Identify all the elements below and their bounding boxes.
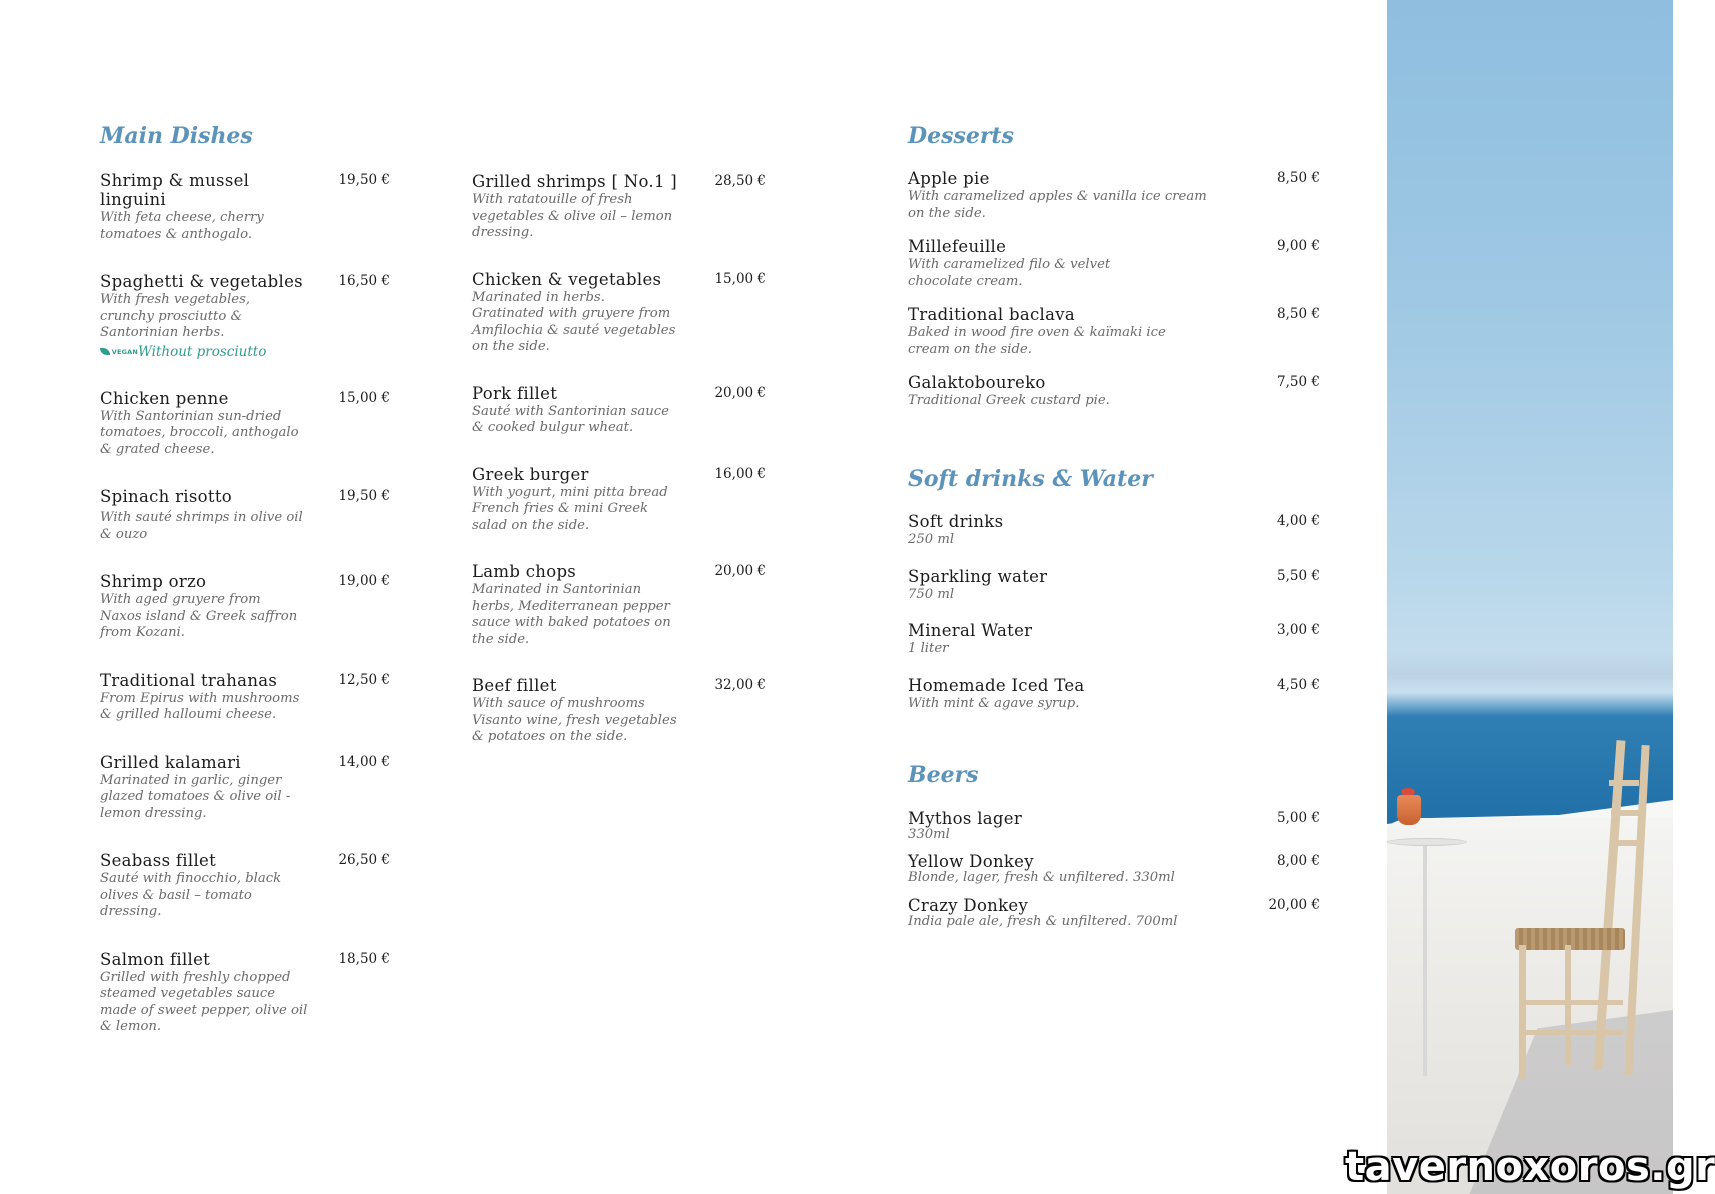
item-description: Blonde, lager, fresh & unfiltered. 330ml	[908, 870, 1175, 886]
item-price: 4,00 €	[1277, 513, 1320, 530]
menu-item	[472, 172, 766, 242]
item-description: 1 liter	[908, 641, 949, 657]
item-price: 7,50 €	[1277, 374, 1320, 391]
menu-item	[908, 852, 1320, 887]
item-name: Spinach risotto	[100, 487, 232, 507]
item-price: 15,00 €	[338, 389, 390, 406]
item-description: With fresh vegetables, crunchy prosciutto & Santorinian herbs.	[100, 292, 251, 341]
item-name: Apple pie	[908, 169, 990, 189]
item-price: 8,50 €	[1277, 170, 1320, 187]
item-price: 8,00 €	[1277, 853, 1320, 870]
item-price: 28,50 €	[714, 173, 766, 189]
site-watermark: tavernoxoros.gr	[1345, 1144, 1715, 1190]
item-description: With aged gruyere from Naxos island & Greek saffron from Kozani.	[100, 592, 298, 641]
item-price: 19,50 €	[338, 172, 390, 189]
item-name: Yellow Donkey	[908, 852, 1034, 872]
item-price: 4,50 €	[1277, 676, 1320, 693]
item-price: 20,00 €	[714, 384, 766, 401]
menu-item	[100, 487, 390, 543]
menu-item	[908, 373, 1320, 410]
item-description: With mint & agave syrup.	[908, 695, 1080, 711]
main-dishes-column-right	[472, 172, 766, 774]
beers-list	[908, 809, 1320, 931]
item-name: Spaghetti & vegetables	[100, 272, 303, 292]
item-description: India pale ale, fresh & unfiltered. 700ml	[908, 913, 1178, 929]
item-description: Marinated in herbs. Gratinated with gruyere from Amfilochia & sauté vegetables on the side.	[472, 289, 676, 354]
soft-drinks-title: Soft drinks & Water	[908, 465, 1153, 492]
menu-item	[908, 169, 1320, 222]
seaside-photo	[1387, 0, 1673, 1194]
item-price: 5,00 €	[1277, 809, 1320, 826]
menu-item	[472, 562, 766, 648]
item-name: Grilled shrimps [ No.1 ]	[472, 172, 678, 191]
item-price: 26,50 €	[338, 852, 390, 869]
item-price: 16,00 €	[714, 465, 766, 482]
menu-item	[100, 272, 390, 360]
menu-item	[100, 851, 390, 921]
item-name: Traditional trahanas	[100, 670, 278, 690]
item-price: 9,00 €	[1277, 238, 1320, 255]
menu-item	[100, 572, 390, 642]
cocktail-glass	[1397, 795, 1421, 825]
menu-item	[100, 671, 390, 724]
item-description: Sauté with finocchio, black olives & basil – tomato dressing.	[100, 871, 282, 920]
menu-item	[100, 753, 390, 823]
main-dishes-column-left	[100, 123, 390, 1065]
item-description: From Epirus with mushrooms & grilled halloumi cheese.	[100, 690, 300, 723]
item-price: 32,00 €	[714, 677, 766, 693]
item-description: Baked in wood fire oven & kaïmaki ice cream on the side.	[908, 325, 1166, 357]
item-price: 14,00 €	[338, 753, 390, 770]
menu-item	[100, 389, 390, 459]
menu-item	[908, 809, 1320, 844]
item-name: Millefeuille	[908, 237, 1007, 257]
item-price: 18,50 €	[338, 950, 390, 967]
item-description: With feta cheese, cherry tomatoes & anthogalo.	[100, 210, 264, 242]
menu-item	[908, 237, 1320, 290]
main-dishes-title: Main Dishes	[100, 123, 253, 149]
item-price: 12,50 €	[338, 671, 390, 688]
item-name: Soft drinks	[908, 512, 1004, 532]
desserts-title: Desserts	[908, 123, 1014, 149]
item-description: Grilled with freshly chopped steamed vegetables sauce made of sweet pepper, olive oil & lemon.	[100, 969, 308, 1035]
item-name: Mythos lager	[908, 808, 1023, 828]
item-name: Chicken & vegetables	[472, 269, 662, 289]
item-name: Salmon fillet	[100, 949, 211, 969]
menu-item	[472, 270, 766, 356]
item-description: With caramelized apples & vanilla ice cream on the side.	[908, 189, 1207, 221]
item-name: Crazy Donkey	[908, 895, 1029, 915]
wooden-chair	[1505, 740, 1655, 1080]
menu-item	[908, 676, 1320, 713]
item-name: Homemade Iced Tea	[908, 675, 1085, 695]
menu-item	[908, 305, 1320, 358]
item-price: 19,00 €	[338, 573, 390, 590]
item-description: With caramelized filo & velvet chocolate cream.	[908, 257, 1111, 289]
item-description: Marinated in garlic, ginger glazed tomatoes & olive oil - lemon dressing.	[100, 772, 291, 821]
menu-item	[908, 512, 1320, 549]
item-description: With Santorinian sun-dried tomatoes, broccoli, anthogalo & grated cheese.	[100, 408, 299, 457]
desserts-drinks-column	[908, 123, 1320, 939]
item-description: With ratatouille of fresh vegetables & olive oil – lemon dressing.	[472, 192, 673, 240]
item-description: With sauce of mushrooms Visanto wine, fresh vegetables & potatoes on the side.	[472, 696, 677, 744]
table	[1387, 838, 1467, 846]
vegan-note: Without prosciutto	[138, 343, 267, 360]
menu-item	[908, 567, 1320, 604]
item-name: Shrimp orzo	[100, 572, 207, 592]
item-description: 750 ml	[908, 586, 955, 602]
item-name: Shrimp & mussel linguini	[100, 171, 250, 210]
menu-item	[472, 465, 766, 535]
item-name: Beef fillet	[472, 676, 557, 695]
menu-item	[100, 950, 390, 1036]
item-price: 16,50 €	[338, 273, 390, 290]
item-description: 330ml	[908, 826, 950, 842]
menu-item	[908, 621, 1320, 658]
item-name: Seabass fillet	[100, 851, 217, 871]
vegan-tag: VEGAN	[111, 347, 138, 356]
item-name: Grilled kalamari	[100, 752, 241, 772]
item-price: 15,00 €	[714, 270, 766, 287]
menu-item	[472, 676, 766, 746]
item-name: Sparkling water	[908, 566, 1048, 586]
item-name: Traditional baclava	[908, 305, 1076, 325]
item-price: 19,50 €	[338, 488, 390, 505]
item-price: 20,00 €	[714, 563, 766, 579]
item-name: Mineral Water	[908, 621, 1033, 641]
item-price: 8,50 €	[1277, 306, 1320, 323]
leaf-icon	[100, 345, 138, 359]
item-name: Galaktoboureko	[908, 373, 1046, 393]
item-name: Pork fillet	[472, 383, 558, 403]
menu-item	[472, 384, 766, 437]
vegan-option	[100, 344, 390, 360]
item-description: Traditional Greek custard pie.	[908, 393, 1110, 409]
item-description: 250 ml	[908, 532, 955, 548]
item-description: With yogurt, mini pitta bread French fries & mini Greek salad on the side.	[472, 484, 668, 533]
menu-item	[100, 171, 390, 243]
item-name: Greek burger	[472, 464, 589, 484]
item-name: Lamb chops	[472, 562, 577, 581]
item-description: With sauté shrimps in olive oil & ouzo	[100, 510, 303, 542]
item-price: 5,50 €	[1277, 567, 1320, 584]
menu-item	[908, 896, 1320, 931]
item-name: Chicken penne	[100, 388, 229, 408]
item-description: Marinated in Santorinian herbs, Mediterranean pepper sauce with baked potatoes on the side.	[472, 582, 671, 647]
item-price: 3,00 €	[1277, 622, 1320, 639]
item-description: Sauté with Santorinian sauce & cooked bulgur wheat.	[472, 403, 669, 435]
beers-title: Beers	[908, 762, 979, 789]
item-price: 20,00 €	[1268, 896, 1320, 913]
